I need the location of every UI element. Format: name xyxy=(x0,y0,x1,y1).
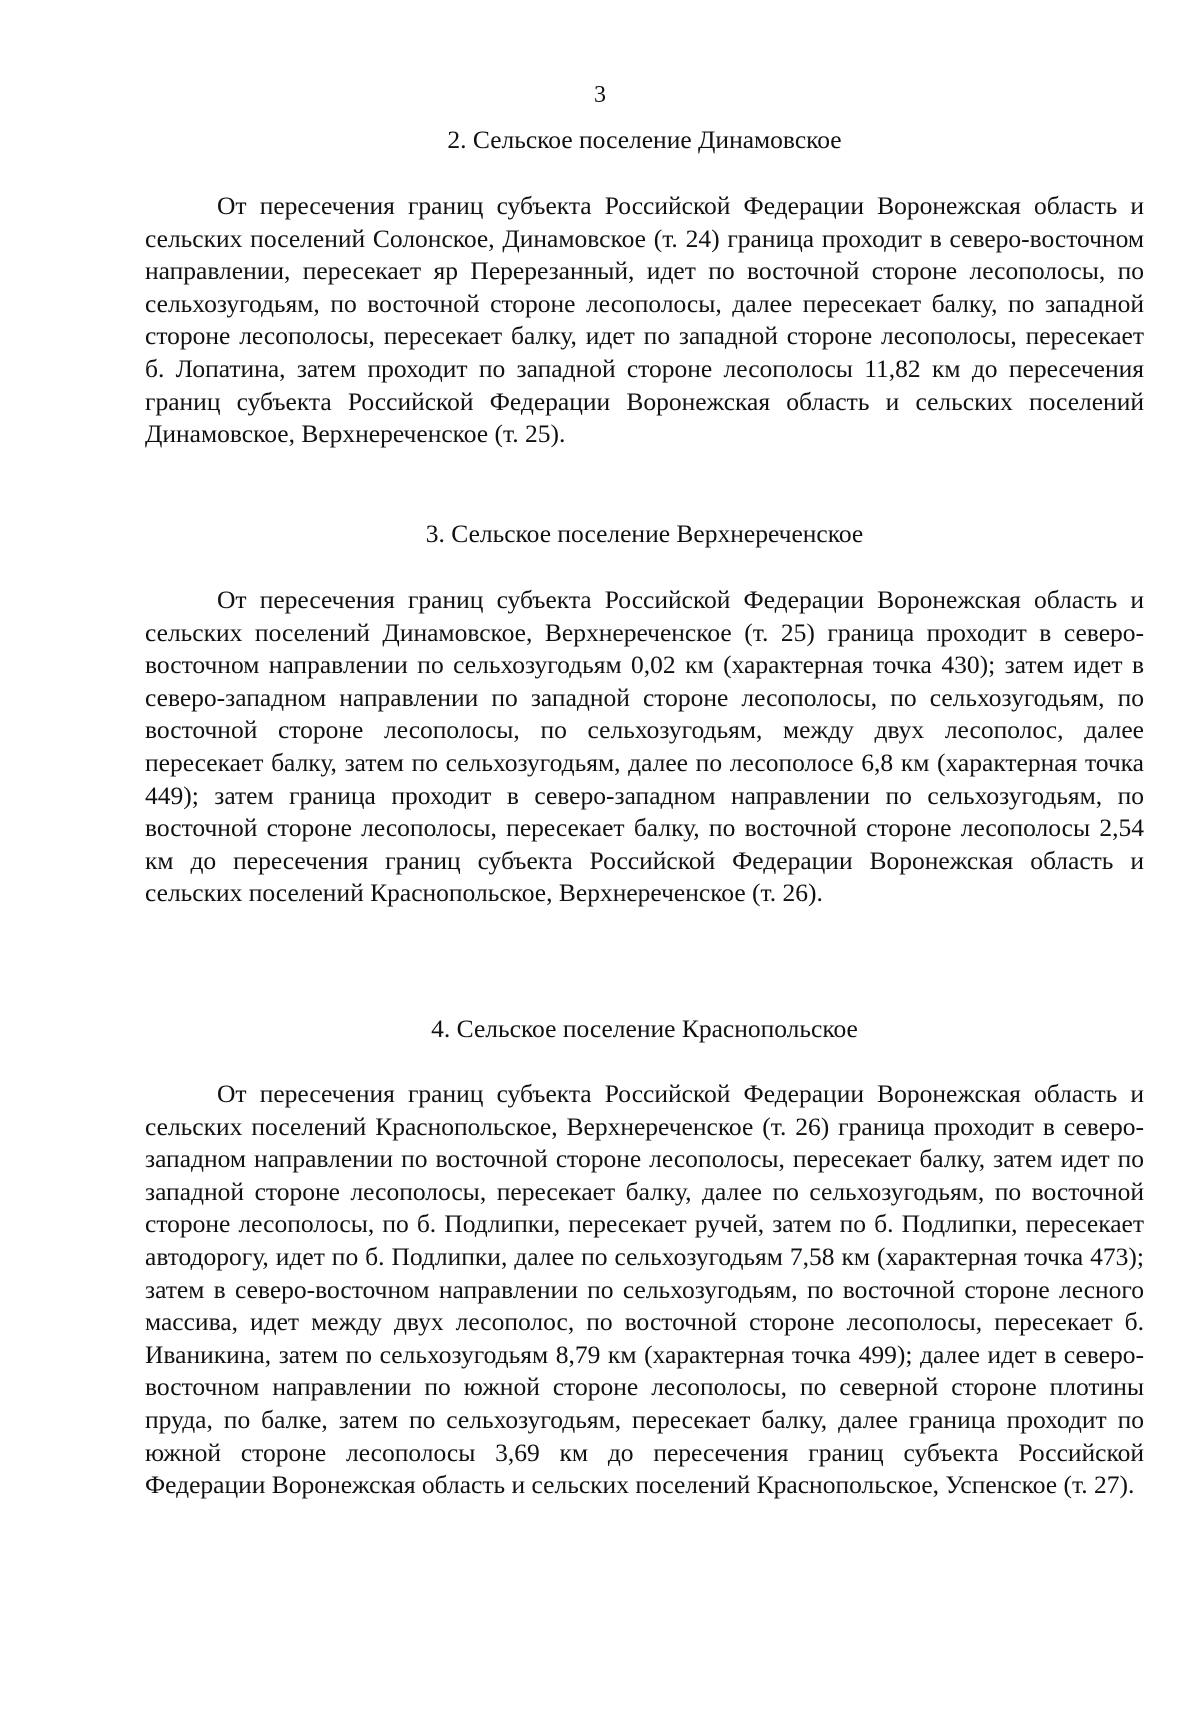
section-title-verkhnerechenskoe: 3. Сельское поселение Верхнереченское xyxy=(425,519,864,548)
section-body-krasnopolskoe: От пересечения границ субъекта Российской Федерации Воронежская область и сельских поселений Краснопольское, Верхнереченское (т. 26) граница проходит в северо-западном направлении по восточной стороне лесополосы, пересекает балку, затем идет по западной стороне лесополосы, пересекает балку, далее по сельхозугодьям, по восточной стороне лесополосы, по б. Подлипки, пересекает ручей, затем по б. Подлипки, пересекает автодорогу, идет по б. Подлипки, далее по сельхозугодьям 7,58 км (характерная точка 473); затем в северо-восточном направлении по сельхозугодьям, по восточной стороне лесного массива, идет между двух лесополос, по восточной стороне лесополосы, пересекает б. Иваникина, затем по сельхозугодьям 8,79 км (характерная точка 499); далее идет в северо-восточном направлении по южной стороне лесополосы, по северной стороне плотины пруда, по балке, затем по сельхозугодьям, пересекает балку, далее граница проходит по южной стороне лесополосы 3,69 км до пересечения границ субъекта Российской Федерации Воронежская область и сельских поселений Краснопольское, Успенское (т. 27). xyxy=(145,1079,1144,1500)
section-body-verkhnerechenskoe: От пересечения границ субъекта Российской Федерации Воронежская область и сельских поселений Динамовское, Верхнереченское (т. 25) граница проходит в северо-восточном направлении по сельхозугодьям 0,02 км (характерная точка 430); затем идет в северо-западном направлении по западной стороне лесополосы, по сельхозугодьям, по восточной стороне лесополосы, по сельхозугодьям, между двух лесополос, далее пересекает балку, затем по сельхозугодьям, далее по лесополосе 6,8 км (характерная точка 449); затем граница проходит в северо-западном направлении по сельхозугодьям, по восточной стороне лесополосы, пересекает балку, по восточной стороне лесополосы 2,54 км до пересечения границ субъекта Российской Федерации Воронежская область и сельских поселений Краснопольское, Верхнереченское (т. 26). xyxy=(145,585,1144,908)
section-body-dinamovskoe: От пересечения границ субъекта Российской Федерации Воронежская область и сельских поселений Солонское, Динамовское (т. 24) граница проходит в северо-восточном направлении, пересекает яр Перерезанный, идет по восточной стороне лесополосы, по сельхозугодьям, по восточной стороне лесополосы, далее пересекает балку, по западной стороне лесополосы, пересекает балку, идет по западной стороне лесополосы, пересекает б. Лопатина, затем проходит по западной стороне лесополосы 11,82 км до пересечения границ субъекта Российской Федерации Воронежская область и сельских поселений Динамовское, Верхнереченское (т. 25). xyxy=(145,191,1144,449)
page-number: 3 xyxy=(594,82,606,108)
section-title-krasnopolskoe: 4. Сельское поселение Краснопольское xyxy=(431,1014,858,1043)
section-title-dinamovskoe: 2. Сельское поселение Динамовское xyxy=(447,125,842,154)
